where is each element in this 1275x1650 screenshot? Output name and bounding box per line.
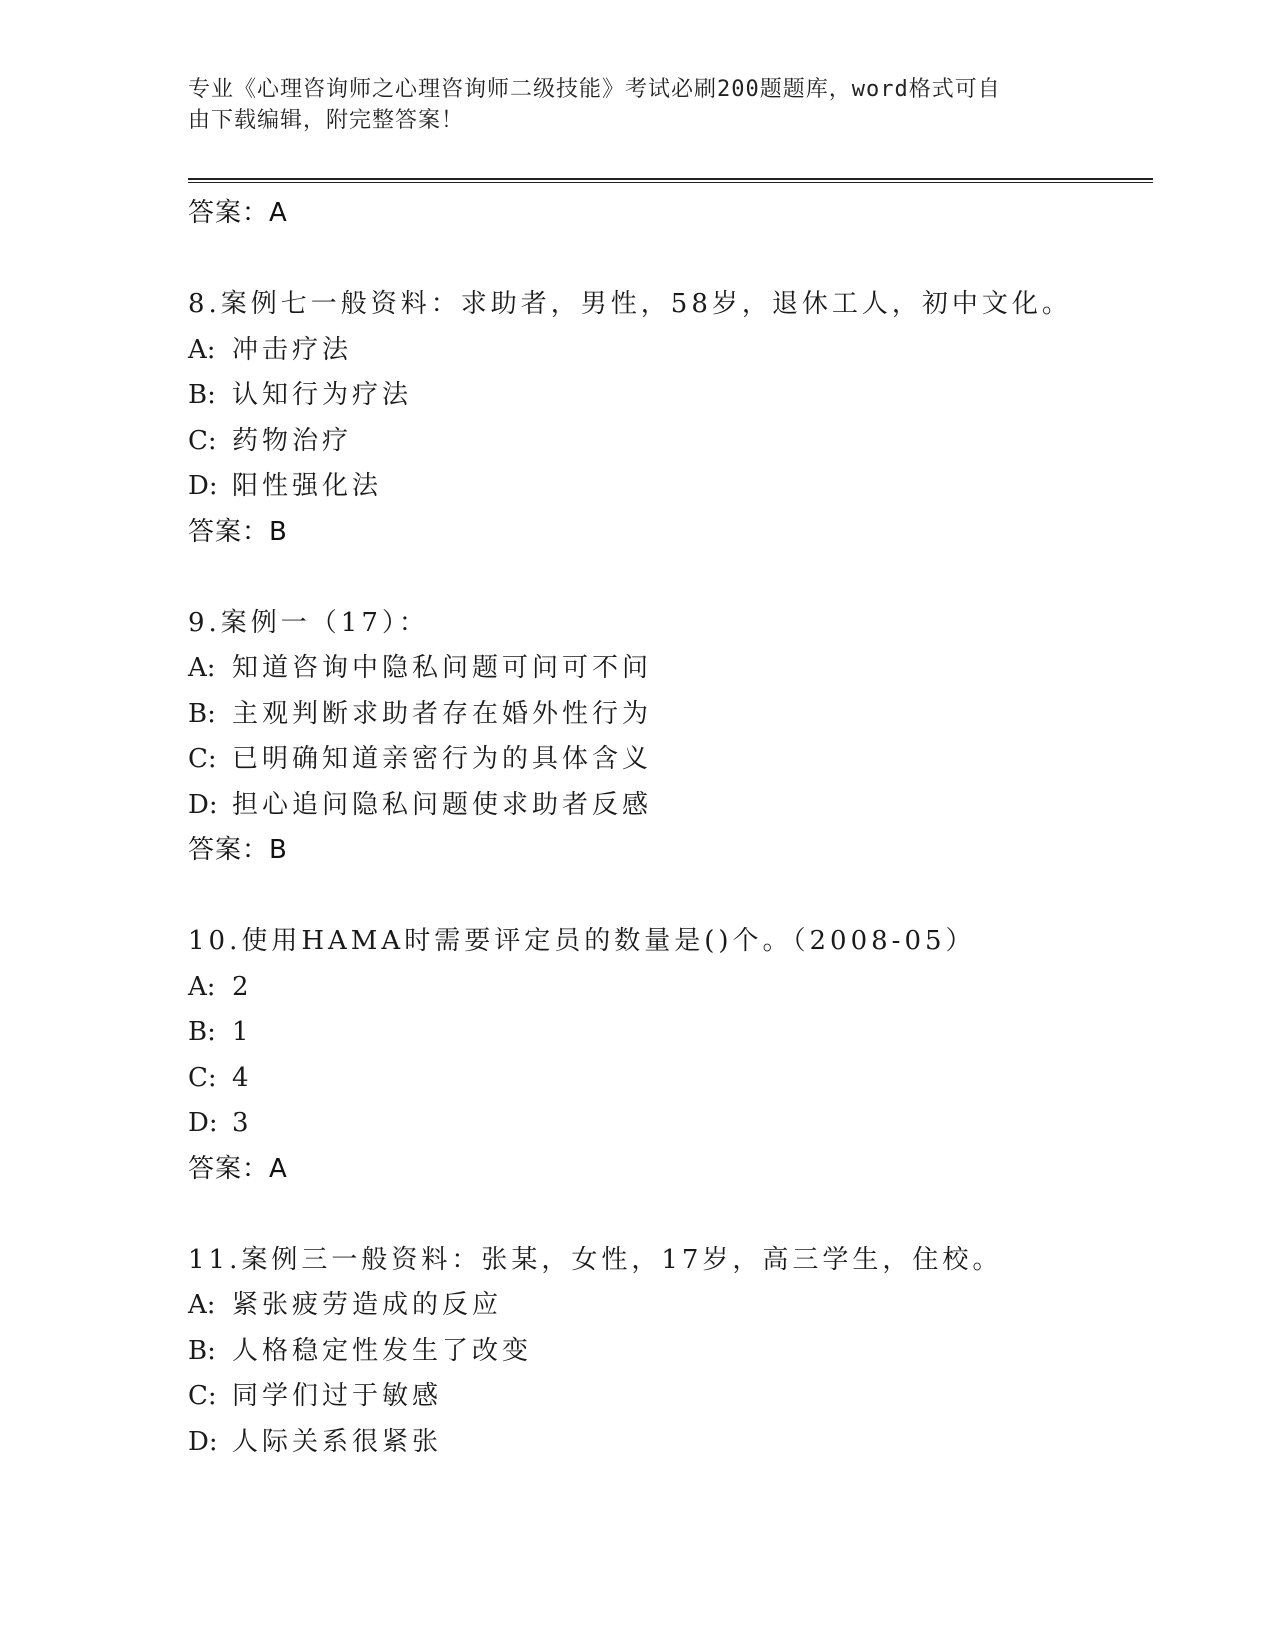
option-text: 认知行为疗法	[232, 380, 413, 410]
option-a	[188, 328, 1148, 374]
option-text: 3	[232, 1108, 253, 1138]
option-a	[188, 1283, 1148, 1329]
question-stem: 11.案例三一般资料：张某，女性，17岁，高三学生，住校。	[188, 1244, 1003, 1275]
option-text: 1	[232, 1017, 253, 1047]
option-text: 人际关系很紧张	[232, 1426, 443, 1457]
option-d	[188, 464, 1148, 510]
option-label: C:	[188, 425, 217, 456]
option-d	[188, 1420, 1148, 1466]
option-label: C:	[188, 744, 217, 774]
option-label: D:	[188, 789, 218, 820]
option-text: 紧张疲劳造成的反应	[232, 1290, 503, 1320]
option-d	[188, 1101, 1148, 1147]
option-text: 已明确知道亲密行为的具体含义	[232, 744, 653, 774]
option-a	[188, 646, 1148, 692]
option-label: A:	[188, 653, 216, 683]
answer-line: 答案：A	[188, 1153, 288, 1184]
option-text: 担心追问隐私问题使求助者反感	[232, 789, 653, 820]
option-text: 人格稳定性发生了改变	[232, 1335, 533, 1366]
option-label: A:	[188, 971, 216, 1002]
spacer	[188, 555, 1148, 601]
option-label: D:	[188, 1426, 218, 1457]
header-line-2: 由下载编辑，附完整答案！	[188, 108, 465, 133]
option-c	[188, 1374, 1148, 1420]
option-label: C:	[188, 1062, 217, 1093]
option-text: 2	[232, 971, 253, 1002]
option-label: A:	[188, 1290, 216, 1320]
spacer	[188, 1192, 1148, 1238]
question-block	[188, 601, 1148, 874]
spacer	[188, 236, 1148, 282]
option-c	[188, 419, 1148, 465]
option-label: D:	[188, 1108, 218, 1138]
option-label: B:	[188, 698, 216, 729]
option-text: 阳性强化法	[232, 471, 383, 501]
question-block	[188, 282, 1148, 555]
option-label: B:	[188, 380, 216, 410]
header-divider-thin	[188, 182, 1153, 183]
answer-line: 答案：B	[188, 835, 288, 865]
option-d	[188, 783, 1148, 829]
question-stem: 10.使用HAMA时需要评定员的数量是()个。（2008-05）	[188, 926, 976, 956]
option-label: B:	[188, 1017, 216, 1047]
option-text: 知道咨询中隐私问题可问可不问	[232, 653, 653, 683]
question-block	[188, 919, 1148, 1192]
question-stem: 9.案例一（17）：	[188, 607, 429, 638]
option-label: C:	[188, 1381, 217, 1411]
question-stem: 8.案例七一般资料：求助者，男性，58岁，退休工人，初中文化。	[188, 289, 1072, 319]
document-header	[188, 74, 1088, 136]
header-line-1: 专业《心理咨询师之心理咨询师二级技能》考试必刷200题题库，word格式可自	[188, 77, 1001, 102]
option-b	[188, 373, 1148, 419]
answer-line: 答案：B	[188, 516, 288, 547]
option-a	[188, 965, 1148, 1011]
option-b	[188, 1329, 1148, 1375]
header-divider-thick	[188, 178, 1153, 180]
option-c	[188, 1056, 1148, 1102]
option-text: 4	[232, 1062, 253, 1093]
option-b	[188, 1010, 1148, 1056]
spacer	[188, 873, 1148, 919]
option-text: 药物治疗	[232, 425, 353, 456]
option-text: 同学们过于敏感	[232, 1381, 443, 1411]
option-label: A:	[188, 334, 216, 365]
question-block	[188, 1238, 1148, 1466]
question-list	[188, 191, 1148, 1465]
option-c	[188, 737, 1148, 783]
option-b	[188, 692, 1148, 738]
option-label: B:	[188, 1335, 216, 1366]
option-text: 主观判断求助者存在婚外性行为	[232, 698, 653, 729]
previous-answer: 答案：A	[188, 198, 288, 228]
option-text: 冲击疗法	[232, 334, 353, 365]
option-label: D:	[188, 471, 218, 501]
